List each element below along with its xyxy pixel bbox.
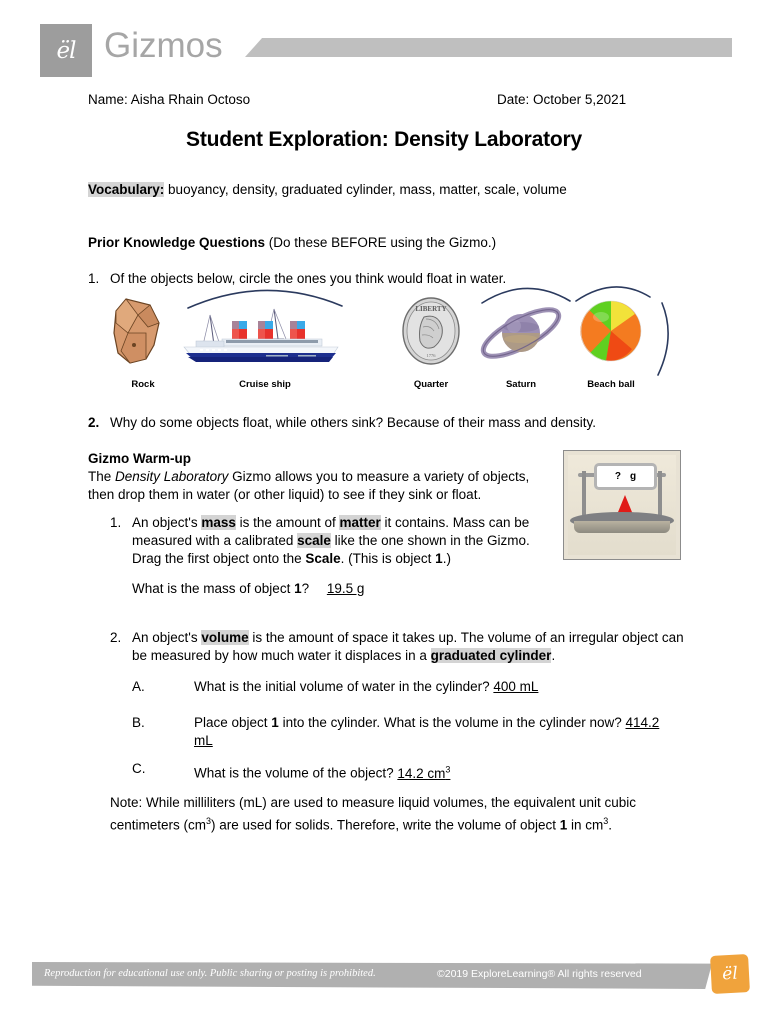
scale-readout-unit: g [630, 471, 637, 482]
units-note [110, 794, 678, 835]
subitem-b-text-b: into the cylinder. What is the volume in the cylinder now? [278, 715, 626, 730]
footer-logo-glyph: ël [721, 963, 739, 985]
volume-seg-1: An object's [132, 630, 202, 645]
warmup-seg-1: The [88, 469, 116, 484]
subitem-a-letter: A. [132, 679, 145, 694]
date-line [497, 92, 626, 107]
note-seg-3: in cm [567, 817, 604, 833]
object-rock-caption: Rock [131, 379, 155, 390]
footer-copyright: ©2019 ExploreLearning® All rights reserved [437, 968, 642, 980]
subitem-b-object-num: 1 [271, 715, 279, 730]
mass-item [110, 514, 550, 568]
subitem-c-answer[interactable] [397, 766, 450, 781]
mass-highlight-scale: scale [297, 533, 331, 548]
mass-answer-line [132, 581, 370, 596]
gizmo-warmup-heading: Gizmo Warm-up [88, 451, 191, 466]
mass-item-body [132, 514, 550, 568]
mass-seg-6: .) [442, 551, 451, 566]
note-sup-2: 3 [603, 816, 609, 826]
mass-seg-2: is the amount of [235, 515, 340, 530]
subitem-b [132, 714, 672, 750]
subitem-b-body [194, 714, 672, 750]
svg-text:LIBERTY: LIBERTY [415, 305, 447, 313]
subitem-a-text: What is the initial volume of water in the cylinder? [194, 679, 494, 694]
note-seg-4: . [608, 817, 613, 833]
volume-seg-3: . [551, 648, 556, 663]
note-bold-one: 1 [559, 817, 568, 833]
subitem-a-answer[interactable]: 400 mL [493, 679, 539, 694]
subitem-c [132, 760, 672, 783]
question-2-number: 2. [88, 415, 100, 430]
object-saturn-caption: Saturn [505, 379, 537, 390]
date-label: Date: [497, 92, 530, 107]
mass-question-text: What is the mass of object [132, 581, 295, 596]
object-beach-ball-caption: Beach ball [587, 379, 635, 390]
mass-bold-one: 1 [435, 551, 443, 566]
gizmos-logo-icon [40, 24, 92, 77]
prior-knowledge-subtext: (Do these BEFORE using the Gizmo.) [268, 235, 497, 250]
object-quarter-caption: Quarter [413, 379, 449, 390]
page-title: Student Exploration: Density Laboratory [186, 128, 582, 151]
mass-seg-5: . (This is object [340, 551, 436, 566]
mass-question-tail: ? [301, 581, 313, 596]
subitem-b-answer[interactable]: 414.2 mL [194, 715, 660, 748]
mass-seg-3: it contains. Mass can be measured with a calibrated [132, 515, 530, 548]
question-2 [88, 415, 688, 430]
mass-question-object: 1 [294, 581, 302, 596]
subitem-c-text: What is the volume of the object? [194, 765, 398, 781]
note-sup-1: 3 [206, 816, 212, 826]
subitem-b-text-a: Place object [194, 715, 272, 730]
header-decor-bar [245, 38, 732, 57]
volume-highlight-graduated-cylinder: graduated cylinder [430, 648, 552, 663]
mass-highlight-mass: mass [201, 515, 236, 530]
subitem-c-answer-num: 14.2 cm [397, 765, 446, 781]
scale-readout [594, 463, 657, 490]
gizmo-scale-illustration [563, 450, 681, 560]
mass-seg-4: like the one shown in the Gizmo. Drag the first object onto the [132, 533, 530, 566]
explorelearning-logo-icon [710, 954, 750, 994]
mass-seg-1: An object's [132, 515, 202, 530]
circle-annotation-beach-ball [558, 279, 676, 383]
subitem-a [132, 678, 672, 696]
note-seg-1: Note: While milliliters (mL) are used to measure liquid volumes, the equivalent unit cubic centimeters (cm [110, 795, 636, 833]
svg-text:1776: 1776 [426, 353, 436, 358]
gizmos-logo-glyph: ël [56, 37, 76, 64]
subitem-c-letter: C. [132, 761, 146, 776]
subitem-b-letter: B. [132, 715, 145, 730]
volume-seg-2: is the amount of space it takes up. The volume of an irregular object can be measured by how much water it displaces in a [132, 630, 684, 663]
prior-knowledge-title: Prior Knowledge Questions [88, 235, 266, 250]
question-2-answer: Because of their mass and density. [386, 415, 597, 430]
volume-item-number: 2. [110, 630, 122, 645]
vocabulary-label: Vocabulary: [88, 182, 165, 197]
page-header [0, 0, 768, 86]
object-illustration-row [88, 285, 678, 390]
brand-name: Gizmos [104, 26, 223, 65]
warmup-gizmo-name: Density Laboratory [115, 469, 229, 484]
volume-item-body [132, 629, 688, 665]
mass-answer-value[interactable]: 19.5 g [326, 581, 365, 596]
volume-item [110, 629, 688, 665]
name-value: Aisha Rhain Octoso [130, 92, 251, 107]
question-1-number: 1. [88, 271, 100, 286]
warmup-seg-2: Gizmo allows you to measure a variety of objects, then drop them in water (or other liquid) to see if they sink or float. [88, 469, 530, 502]
subitem-c-body [194, 760, 672, 783]
scale-scene [568, 455, 676, 555]
question-2-prompt: Why do some objects float, while others sink? [110, 415, 384, 430]
name-label: Name: [88, 92, 128, 107]
scale-post-left [582, 471, 586, 515]
mass-highlight-matter: matter [339, 515, 381, 530]
volume-highlight-volume: volume [201, 630, 249, 645]
mass-item-number: 1. [110, 515, 122, 530]
scale-base [574, 521, 670, 533]
prior-knowledge-heading [88, 235, 496, 250]
object-cruise-ship-caption: Cruise ship [239, 379, 291, 390]
date-value: October 5,2021 [533, 92, 627, 107]
footer-reproduction-notice: Reproduction for educational use only. Public sharing or posting is prohibited. [44, 968, 376, 979]
question-1-text: Of the objects below, circle the ones you think would float in water. [110, 271, 507, 286]
subitem-a-body [194, 678, 672, 696]
gizmo-warmup-body [88, 468, 553, 504]
vocabulary-terms: buoyancy, density, graduated cylinder, mass, matter, scale, volume [168, 182, 567, 197]
mass-bold-scale: Scale [305, 551, 341, 566]
vocabulary-line [88, 182, 567, 197]
student-name-line [88, 92, 250, 107]
note-seg-2: ) are used for solids. Therefore, write the volume of object [211, 817, 560, 833]
subitem-c-answer-sup: 3 [445, 764, 451, 774]
circle-annotation-cruise-ship [180, 280, 350, 310]
scale-post-right [658, 471, 662, 515]
scale-readout-value: ? [614, 471, 621, 482]
